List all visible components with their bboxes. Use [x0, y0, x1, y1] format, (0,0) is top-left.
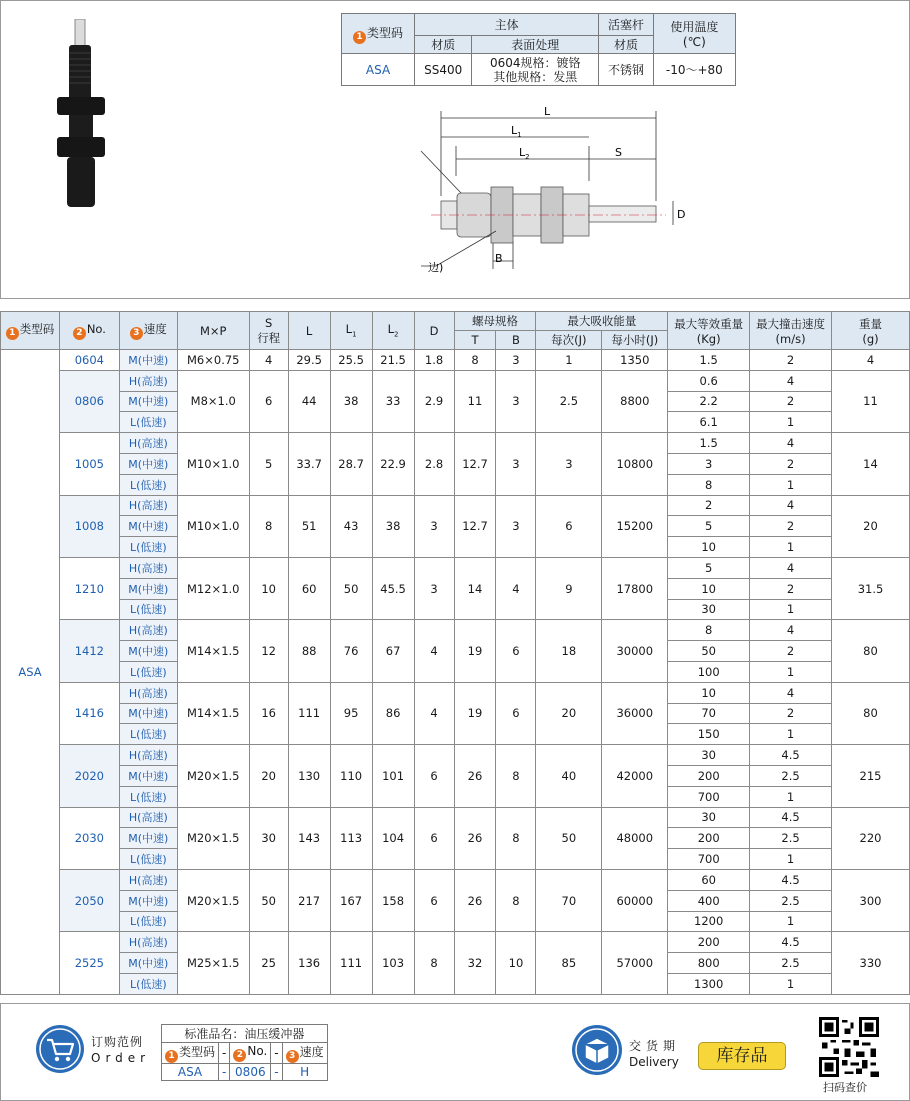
- table-row: [1, 932, 910, 953]
- speed-cell: M(中速): [119, 641, 177, 662]
- no-cell: 1416: [59, 682, 119, 744]
- mass-cell: 50: [668, 641, 750, 662]
- delivery-box-icon: [571, 1024, 623, 1076]
- speed-cell: M(中速): [119, 828, 177, 849]
- D-cell: 6: [414, 807, 454, 869]
- speed-cell: M(中速): [119, 578, 177, 599]
- speed-cell: H(高速): [119, 869, 177, 890]
- per-cell: 40: [536, 745, 602, 807]
- hour-cell: 17800: [602, 557, 668, 619]
- T-cell: 19: [454, 682, 496, 744]
- mass-cell: 150: [668, 724, 750, 745]
- hour-cell: 1350: [602, 350, 668, 371]
- mass-cell: 200: [668, 828, 750, 849]
- table-row: [1, 370, 910, 391]
- table-row: [1, 807, 910, 828]
- th-nut: 螺母规格: [454, 312, 536, 331]
- L-cell: 88: [288, 620, 330, 682]
- no-cell: 2020: [59, 745, 119, 807]
- dim-B: B: [495, 252, 503, 265]
- speed-cell: H(高速): [119, 370, 177, 391]
- spec-table: [341, 13, 736, 86]
- velocity-cell: 4.5: [750, 807, 832, 828]
- L1-cell: 95: [330, 682, 372, 744]
- weight-cell: 300: [832, 869, 910, 931]
- s-cell: 25: [249, 932, 288, 994]
- th-T: T: [454, 331, 496, 350]
- order-label: 订购范例 Order: [91, 1035, 151, 1065]
- speed-cell: M(中速): [119, 765, 177, 786]
- mass-cell: 10: [668, 537, 750, 558]
- velocity-cell: 1: [750, 474, 832, 495]
- T-cell: 12.7: [454, 495, 496, 557]
- T-cell: 14: [454, 557, 496, 619]
- s-cell: 8: [249, 495, 288, 557]
- L-cell: 111: [288, 682, 330, 744]
- th-velocity: 最大撞击速度 (m/s): [750, 312, 832, 350]
- speed-cell: L(低速): [119, 661, 177, 682]
- mass-cell: 2.2: [668, 391, 750, 412]
- spec-data-table: [0, 311, 910, 995]
- dim-L2: $L_2$: [519, 146, 530, 161]
- velocity-cell: 1: [750, 537, 832, 558]
- th-D: D: [414, 312, 454, 350]
- B-cell: 6: [496, 682, 536, 744]
- weight-cell: 80: [832, 682, 910, 744]
- B-cell: 10: [496, 932, 536, 994]
- speed-cell: L(低速): [119, 849, 177, 870]
- D-cell: 6: [414, 869, 454, 931]
- hour-cell: 36000: [602, 682, 668, 744]
- mass-cell: 1.5: [668, 350, 750, 371]
- mxp-cell: M12×1.0: [177, 557, 249, 619]
- B-cell: 3: [496, 495, 536, 557]
- hour-cell: 10800: [602, 433, 668, 495]
- L1-cell: 25.5: [330, 350, 372, 371]
- spec-material-value: SS400: [415, 54, 472, 86]
- th-per: 每次(J): [536, 331, 602, 350]
- hour-cell: 42000: [602, 745, 668, 807]
- speed-cell: L(低速): [119, 911, 177, 932]
- velocity-cell: 2: [750, 578, 832, 599]
- velocity-cell: 1: [750, 599, 832, 620]
- mass-cell: 400: [668, 890, 750, 911]
- hour-cell: 8800: [602, 370, 668, 432]
- B-cell: 4: [496, 557, 536, 619]
- mass-cell: 200: [668, 932, 750, 953]
- speed-cell: H(高速): [119, 620, 177, 641]
- mxp-cell: M25×1.5: [177, 932, 249, 994]
- per-cell: 6: [536, 495, 602, 557]
- dim-S: S: [615, 146, 622, 159]
- spec-surface-header: 表面处理: [472, 36, 599, 54]
- mxp-cell: M10×1.0: [177, 495, 249, 557]
- spec-piston-value: 不锈钢: [599, 54, 653, 86]
- mxp-cell: M14×1.5: [177, 620, 249, 682]
- weight-cell: 80: [832, 620, 910, 682]
- product-image: [41, 19, 131, 219]
- th-L: L: [288, 312, 330, 350]
- velocity-cell: 4.5: [750, 869, 832, 890]
- hour-cell: 60000: [602, 869, 668, 931]
- L2-cell: 86: [372, 682, 414, 744]
- mass-cell: 10: [668, 682, 750, 703]
- per-cell: 9: [536, 557, 602, 619]
- spec-piston-header: 活塞杆: [599, 14, 653, 36]
- order-no-value: 0806: [230, 1064, 271, 1081]
- weight-cell: 4: [832, 350, 910, 371]
- th-type: 1 类型码: [1, 312, 60, 350]
- velocity-cell: 2: [750, 391, 832, 412]
- mass-cell: 1200: [668, 911, 750, 932]
- s-cell: 4: [249, 350, 288, 371]
- per-cell: 3: [536, 433, 602, 495]
- B-cell: 8: [496, 745, 536, 807]
- L-cell: 136: [288, 932, 330, 994]
- weight-cell: 11: [832, 370, 910, 432]
- th-stroke: S 行程: [249, 312, 288, 350]
- mass-cell: 6.1: [668, 412, 750, 433]
- speed-cell: L(低速): [119, 412, 177, 433]
- mass-cell: 1.5: [668, 433, 750, 454]
- velocity-cell: 4: [750, 682, 832, 703]
- velocity-cell: 4: [750, 557, 832, 578]
- velocity-cell: 4.5: [750, 745, 832, 766]
- mass-cell: 700: [668, 786, 750, 807]
- th-L2: $L_2$: [372, 312, 414, 350]
- speed-cell: H(高速): [119, 932, 177, 953]
- hour-cell: 15200: [602, 495, 668, 557]
- B-cell: 6: [496, 620, 536, 682]
- L2-cell: 38: [372, 495, 414, 557]
- shopping-cart-icon: [35, 1024, 85, 1074]
- D-cell: 6: [414, 745, 454, 807]
- th-mass: 最大等效重量 (Kg): [668, 312, 750, 350]
- th-weight: 重量 (g): [832, 312, 910, 350]
- B-cell: 8: [496, 869, 536, 931]
- spec-temp-header: 使用温度 (℃): [653, 14, 735, 54]
- speed-cell: L(低速): [119, 973, 177, 994]
- L1-cell: 167: [330, 869, 372, 931]
- s-cell: 16: [249, 682, 288, 744]
- qr-label: 扫码查价: [823, 1081, 867, 1094]
- hour-cell: 30000: [602, 620, 668, 682]
- table-row: [1, 682, 910, 703]
- D-cell: 1.8: [414, 350, 454, 371]
- velocity-cell: 2.5: [750, 828, 832, 849]
- speed-cell: H(高速): [119, 807, 177, 828]
- velocity-cell: 1: [750, 973, 832, 994]
- L-cell: 217: [288, 869, 330, 931]
- weight-cell: 20: [832, 495, 910, 557]
- speed-cell: M(中速): [119, 391, 177, 412]
- mass-cell: 8: [668, 474, 750, 495]
- spec-surface-value: 0604规格：镀铬 其他规格：发黑: [472, 54, 599, 86]
- velocity-cell: 1: [750, 911, 832, 932]
- th-B: B: [496, 331, 536, 350]
- weight-cell: 14: [832, 433, 910, 495]
- order-type-value: ASA: [162, 1064, 219, 1081]
- no-cell: 1412: [59, 620, 119, 682]
- mass-cell: 5: [668, 557, 750, 578]
- L1-cell: 76: [330, 620, 372, 682]
- weight-cell: 31.5: [832, 557, 910, 619]
- th-no: 2 No.: [59, 312, 119, 350]
- product-overview-panel: [0, 0, 910, 299]
- velocity-cell: 4.5: [750, 932, 832, 953]
- speed-cell: M(中速): [119, 890, 177, 911]
- L2-cell: 103: [372, 932, 414, 994]
- D-cell: 4: [414, 620, 454, 682]
- spec-body-header: 主体: [415, 14, 599, 36]
- th-mxp: M×P: [177, 312, 249, 350]
- B-cell: 3: [496, 370, 536, 432]
- mxp-cell: M10×1.0: [177, 433, 249, 495]
- L2-cell: 67: [372, 620, 414, 682]
- per-cell: 1: [536, 350, 602, 371]
- no-cell: 1008: [59, 495, 119, 557]
- mass-cell: 30: [668, 807, 750, 828]
- L-cell: 29.5: [288, 350, 330, 371]
- T-cell: 8: [454, 350, 496, 371]
- hour-cell: 48000: [602, 807, 668, 869]
- weight-cell: 220: [832, 807, 910, 869]
- speed-cell: H(高速): [119, 682, 177, 703]
- T-cell: 26: [454, 807, 496, 869]
- per-cell: 85: [536, 932, 602, 994]
- speed-cell: M(中速): [119, 453, 177, 474]
- speed-cell: L(低速): [119, 537, 177, 558]
- speed-cell: M(中速): [119, 516, 177, 537]
- velocity-cell: 2.5: [750, 953, 832, 974]
- velocity-cell: 4: [750, 620, 832, 641]
- spec-piston-material-header: 材质: [599, 36, 653, 54]
- D-cell: 4: [414, 682, 454, 744]
- mass-cell: 0.6: [668, 370, 750, 391]
- L-cell: 33.7: [288, 433, 330, 495]
- th-speed: 3 速度: [119, 312, 177, 350]
- dimension-diagram: [411, 101, 711, 281]
- L-cell: 44: [288, 370, 330, 432]
- L2-cell: 21.5: [372, 350, 414, 371]
- T-cell: 12.7: [454, 433, 496, 495]
- velocity-cell: 4: [750, 495, 832, 516]
- L1-cell: 28.7: [330, 433, 372, 495]
- speed-cell: H(高速): [119, 745, 177, 766]
- D-cell: 2.9: [414, 370, 454, 432]
- velocity-cell: 1: [750, 661, 832, 682]
- L2-cell: 104: [372, 807, 414, 869]
- order-panel: [0, 1003, 910, 1101]
- speed-cell: H(高速): [119, 433, 177, 454]
- velocity-cell: 1: [750, 412, 832, 433]
- mxp-cell: M6×0.75: [177, 350, 249, 371]
- mass-cell: 1300: [668, 973, 750, 994]
- no-cell: 2030: [59, 807, 119, 869]
- type-cell: ASA: [1, 350, 60, 995]
- mass-cell: 800: [668, 953, 750, 974]
- T-cell: 26: [454, 745, 496, 807]
- velocity-cell: 2: [750, 516, 832, 537]
- badge-1: 1: [353, 31, 366, 44]
- L2-cell: 101: [372, 745, 414, 807]
- mass-cell: 10: [668, 578, 750, 599]
- D-cell: 3: [414, 495, 454, 557]
- mass-cell: 700: [668, 849, 750, 870]
- speed-cell: H(高速): [119, 495, 177, 516]
- spec-type-header: 1 类型码: [342, 14, 415, 54]
- L-cell: 143: [288, 807, 330, 869]
- velocity-cell: 1: [750, 724, 832, 745]
- order-speed-value: H: [282, 1064, 327, 1081]
- velocity-cell: 4: [750, 433, 832, 454]
- speed-cell: L(低速): [119, 474, 177, 495]
- L1-cell: 110: [330, 745, 372, 807]
- L-cell: 51: [288, 495, 330, 557]
- velocity-cell: 2: [750, 641, 832, 662]
- s-cell: 6: [249, 370, 288, 432]
- no-cell: 0604: [59, 350, 119, 371]
- s-cell: 50: [249, 869, 288, 931]
- mxp-cell: M8×1.0: [177, 370, 249, 432]
- hour-cell: 57000: [602, 932, 668, 994]
- no-cell: 2050: [59, 869, 119, 931]
- s-cell: 5: [249, 433, 288, 495]
- no-cell: 1005: [59, 433, 119, 495]
- s-cell: 10: [249, 557, 288, 619]
- B-cell: 3: [496, 350, 536, 371]
- L2-cell: 158: [372, 869, 414, 931]
- no-cell: 0806: [59, 370, 119, 432]
- mxp-cell: M20×1.5: [177, 745, 249, 807]
- speed-cell: M(中速): [119, 350, 177, 371]
- dim-L: L: [544, 105, 551, 118]
- T-cell: 11: [454, 370, 496, 432]
- mass-cell: 30: [668, 745, 750, 766]
- mass-cell: 30: [668, 599, 750, 620]
- velocity-cell: 2: [750, 350, 832, 371]
- spec-type-value: ASA: [342, 54, 415, 86]
- L1-cell: 113: [330, 807, 372, 869]
- weight-cell: 330: [832, 932, 910, 994]
- speed-cell: M(中速): [119, 953, 177, 974]
- table-row: [1, 557, 910, 578]
- L-cell: 60: [288, 557, 330, 619]
- no-cell: 1210: [59, 557, 119, 619]
- D-cell: 8: [414, 932, 454, 994]
- L1-cell: 43: [330, 495, 372, 557]
- th-energy: 最大吸收能量: [536, 312, 668, 331]
- L-cell: 130: [288, 745, 330, 807]
- mass-cell: 8: [668, 620, 750, 641]
- th-hour: 每小时(J): [602, 331, 668, 350]
- speed-cell: H(高速): [119, 557, 177, 578]
- dim-D: D: [677, 208, 686, 221]
- spec-material-header: 材质: [415, 36, 472, 54]
- velocity-cell: 2.5: [750, 890, 832, 911]
- mxp-cell: M20×1.5: [177, 807, 249, 869]
- L2-cell: 33: [372, 370, 414, 432]
- D-cell: 3: [414, 557, 454, 619]
- mass-cell: 60: [668, 869, 750, 890]
- table-row: [1, 620, 910, 641]
- weight-cell: 215: [832, 745, 910, 807]
- velocity-cell: 4: [750, 370, 832, 391]
- velocity-cell: 2: [750, 453, 832, 474]
- order-std-name: 标准品名：油压缓冲器: [162, 1025, 328, 1043]
- per-cell: 20: [536, 682, 602, 744]
- L1-cell: 111: [330, 932, 372, 994]
- table-row: [1, 495, 910, 516]
- mass-cell: 70: [668, 703, 750, 724]
- D-cell: 2.8: [414, 433, 454, 495]
- speed-cell: M(中速): [119, 703, 177, 724]
- dim-edge: 边): [428, 261, 444, 274]
- s-cell: 20: [249, 745, 288, 807]
- mass-cell: 200: [668, 765, 750, 786]
- table-row: [1, 745, 910, 766]
- per-cell: 70: [536, 869, 602, 931]
- mass-cell: 3: [668, 453, 750, 474]
- per-cell: 50: [536, 807, 602, 869]
- qr-code-icon[interactable]: [819, 1017, 879, 1077]
- velocity-cell: 2: [750, 703, 832, 724]
- speed-cell: L(低速): [119, 786, 177, 807]
- velocity-cell: 2.5: [750, 765, 832, 786]
- order-example-table: 标准品名：油压缓冲器 1 类型码 - 2 No. - 3 速度 ASA - 0806 - H: [161, 1024, 328, 1081]
- B-cell: 3: [496, 433, 536, 495]
- stock-badge: 库存品: [698, 1042, 786, 1070]
- delivery-label: 交货期 Delivery: [629, 1039, 681, 1069]
- L1-cell: 38: [330, 370, 372, 432]
- L2-cell: 45.5: [372, 557, 414, 619]
- velocity-cell: 1: [750, 849, 832, 870]
- speed-cell: L(低速): [119, 724, 177, 745]
- table-row: [1, 350, 910, 371]
- dim-L1: $L_1$: [511, 124, 522, 139]
- T-cell: 19: [454, 620, 496, 682]
- per-cell: 2.5: [536, 370, 602, 432]
- L1-cell: 50: [330, 557, 372, 619]
- T-cell: 32: [454, 932, 496, 994]
- L2-cell: 22.9: [372, 433, 414, 495]
- table-row: [1, 869, 910, 890]
- mass-cell: 5: [668, 516, 750, 537]
- mxp-cell: M14×1.5: [177, 682, 249, 744]
- mass-cell: 2: [668, 495, 750, 516]
- mass-cell: 100: [668, 661, 750, 682]
- mxp-cell: M20×1.5: [177, 869, 249, 931]
- s-cell: 30: [249, 807, 288, 869]
- B-cell: 8: [496, 807, 536, 869]
- velocity-cell: 1: [750, 786, 832, 807]
- T-cell: 26: [454, 869, 496, 931]
- per-cell: 18: [536, 620, 602, 682]
- table-row: [1, 433, 910, 454]
- s-cell: 12: [249, 620, 288, 682]
- no-cell: 2525: [59, 932, 119, 994]
- spec-temp-value: -10～+80: [653, 54, 735, 86]
- th-L1: $L_1$: [330, 312, 372, 350]
- speed-cell: L(低速): [119, 599, 177, 620]
